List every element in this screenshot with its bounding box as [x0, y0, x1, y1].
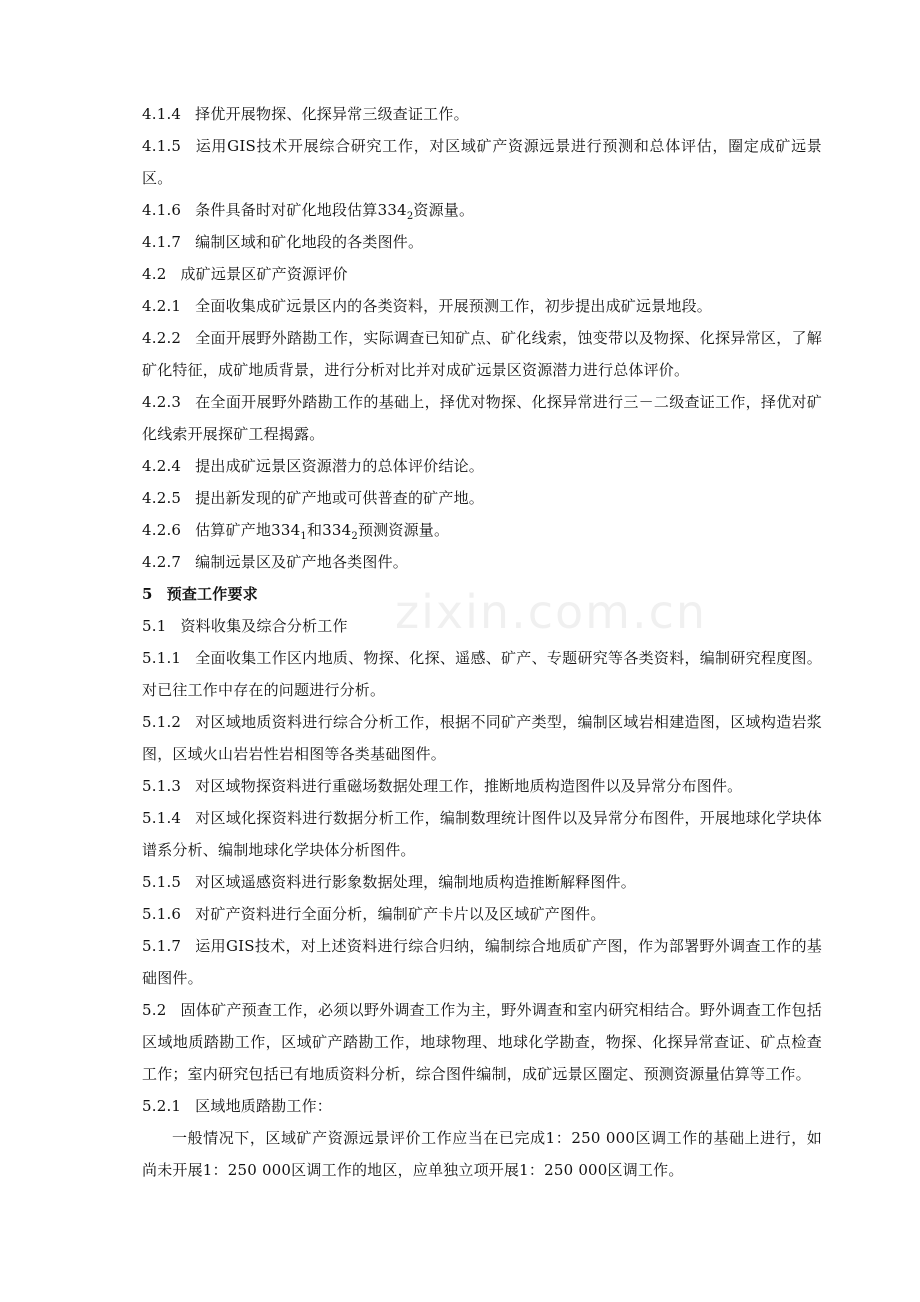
- heading-text: 区域地质踏勘工作：: [195, 1097, 332, 1115]
- paragraph-4-2-3: [142, 386, 822, 450]
- paragraph-text: 对区域遥感资料进行影象数据处理，编制地质构造推断解释图件。: [195, 873, 636, 891]
- paragraph-5-1-1: [142, 642, 822, 706]
- heading-5-1: [142, 610, 822, 642]
- section-number: 5.1.2: [142, 713, 182, 731]
- document-body: [142, 98, 822, 1186]
- subscript: 1: [300, 531, 307, 542]
- paragraph-text-mid: 和334: [306, 521, 352, 539]
- section-number: 4.2: [142, 265, 167, 283]
- watermark: zixin.com.cn: [395, 585, 708, 639]
- paragraph-text: 编制区域和矿化地段的各类图件。: [195, 233, 424, 251]
- subscript: 2: [351, 531, 358, 542]
- section-number: 4.1.6: [142, 201, 182, 219]
- paragraph-text: 对区域地质资料进行综合分析工作，根据不同矿产类型，编制区域岩相建造图，区域构造岩浆图，区域火山岩岩性岩相图等各类基础图件。: [142, 713, 822, 763]
- paragraph-4-2-4: [142, 450, 822, 482]
- paragraph-text: 提出新发现的矿产地或可供普查的矿产地。: [195, 489, 484, 507]
- paragraph-text: 择优开展物探、化探异常三级查证工作。: [195, 105, 469, 123]
- paragraph-text: 估算矿产地334: [195, 521, 301, 539]
- heading-text: 预查工作要求: [166, 585, 258, 603]
- section-number: 5.1.3: [142, 777, 182, 795]
- paragraph-5-1-3: [142, 770, 822, 802]
- paragraph-4-1-4: [142, 98, 822, 130]
- section-number: 5.1: [142, 617, 167, 635]
- paragraph-text-tail: 预测资源量。: [357, 521, 450, 539]
- paragraph-text: 对区域物探资料进行重磁场数据处理工作，推断地质构造图件以及异常分布图件。: [195, 777, 743, 795]
- section-number: 5.2.1: [142, 1097, 182, 1115]
- paragraph-5-2: [142, 994, 822, 1090]
- paragraph-text: 条件具备时对矿化地段估算334: [195, 201, 407, 219]
- section-number: 5.1.6: [142, 905, 182, 923]
- paragraph-4-1-7: [142, 226, 822, 258]
- section-number: 4.2.3: [142, 393, 182, 411]
- paragraph-text-tail: 资源量。: [413, 201, 475, 219]
- paragraph-text: 运用GIS技术开展综合研究工作，对区域矿产资源远景进行预测和总体评估，圈定成矿远景区。: [142, 137, 822, 187]
- paragraph-4-2-5: [142, 482, 822, 514]
- paragraph-text: 提出成矿远景区资源潜力的总体评价结论。: [195, 457, 484, 475]
- paragraph-4-1-5: [142, 130, 822, 194]
- paragraph-text: 固体矿产预查工作，必须以野外调查工作为主，野外调查和室内研究相结合。野外调查工作包括区域地质踏勘工作，区域矿产踏勘工作，地球物理、地球化学勘查，物探、化探异常查证、矿点检查工作；室内研究包括已有地质资料分析，综合图件编制，成矿远景区圈定、预测资源量估算等工作。: [142, 1001, 822, 1083]
- section-number: 4.2.5: [142, 489, 182, 507]
- paragraph-4-1-6: [142, 194, 822, 226]
- section-number: 4.2.6: [142, 521, 182, 539]
- heading-text: 资料收集及综合分析工作: [180, 617, 348, 635]
- paragraph-text: 对矿产资料进行全面分析，编制矿产卡片以及区域矿产图件。: [195, 905, 606, 923]
- paragraph-5-1-5: [142, 866, 822, 898]
- paragraph-5-1-2: [142, 706, 822, 770]
- section-number: 5.1.7: [142, 937, 182, 955]
- heading-5-2-1: [142, 1090, 822, 1122]
- paragraph-text: 一般情况下，区域矿产资源远景评价工作应当在已完成1：250 000区调工作的基础上进行，如尚未开展1：250 000区调工作的地区，应单独立项开展1：250 000区调工作。: [142, 1129, 822, 1179]
- paragraph-4-2-7: [142, 546, 822, 578]
- paragraph-body: [142, 1122, 822, 1186]
- section-number: 4.1.5: [142, 137, 182, 155]
- section-number: 4.2.7: [142, 553, 182, 571]
- paragraph-4-2-2: [142, 322, 822, 386]
- section-number: 4.2.4: [142, 457, 182, 475]
- paragraph-5-1-6: [142, 898, 822, 930]
- section-number: 4.1.4: [142, 105, 182, 123]
- paragraph-4-2-1: [142, 290, 822, 322]
- heading-5: [142, 578, 822, 610]
- paragraph-4-2-6: [142, 514, 822, 546]
- paragraph-5-1-7: [142, 930, 822, 994]
- paragraph-text: 运用GIS技术，对上述资料进行综合归纳，编制综合地质矿产图，作为部署野外调查工作的基础图件。: [142, 937, 822, 987]
- section-number: 5.1.5: [142, 873, 182, 891]
- section-number: 4.2.1: [142, 297, 182, 315]
- paragraph-text: 对区域化探资料进行数据分析工作，编制数理统计图件以及异常分布图件，开展地球化学块体谱系分析、编制地球化学块体分析图件。: [142, 809, 822, 859]
- section-number: 5: [142, 585, 153, 603]
- subscript: 2: [406, 211, 414, 222]
- paragraph-5-1-4: [142, 802, 822, 866]
- heading-text: 成矿远景区矿产资源评价: [180, 265, 348, 283]
- heading-4-2: [142, 258, 822, 290]
- section-number: 5.2: [142, 1001, 167, 1019]
- paragraph-text: 全面收集工作区内地质、物探、化探、遥感、矿产、专题研究等各类资料，编制研究程度图。对已往工作中存在的问题进行分析。: [142, 649, 822, 699]
- paragraph-text: 全面开展野外踏勘工作，实际调查已知矿点、矿化线索，蚀变带以及物探、化探异常区，了解矿化特征，成矿地质背景，进行分析对比并对成矿远景区资源潜力进行总体评价。: [142, 329, 822, 379]
- paragraph-text: 全面收集成矿远景区内的各类资料，开展预测工作，初步提出成矿远景地段。: [195, 297, 712, 315]
- section-number: 5.1.1: [142, 649, 182, 667]
- section-number: 5.1.4: [142, 809, 182, 827]
- paragraph-text: 在全面开展野外踏勘工作的基础上，择优对物探、化探异常进行三－二级查证工作，择优对矿化线索开展探矿工程揭露。: [142, 393, 822, 443]
- section-number: 4.1.7: [142, 233, 182, 251]
- paragraph-text: 编制远景区及矿产地各类图件。: [195, 553, 408, 571]
- section-number: 4.2.2: [142, 329, 182, 347]
